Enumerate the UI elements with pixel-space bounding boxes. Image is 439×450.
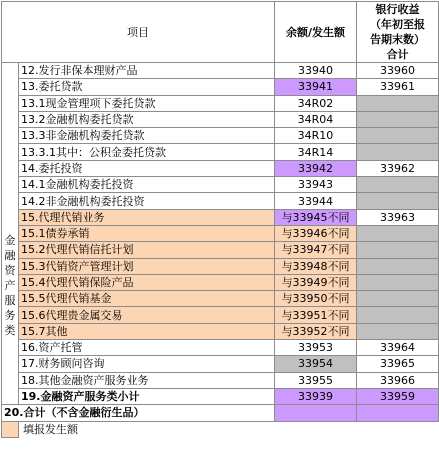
table-row xyxy=(2,372,439,388)
row-label[interactable]: 16.资产托管 xyxy=(19,340,275,356)
table-row xyxy=(2,340,439,356)
income-cell[interactable]: 33961 xyxy=(357,79,439,95)
row-label[interactable]: 17.财务顾问咨询 xyxy=(19,356,275,372)
row-label[interactable]: 18.其他金融资产服务业务 xyxy=(19,372,275,388)
table-row xyxy=(2,291,439,307)
table-row xyxy=(2,209,439,225)
table-row xyxy=(2,242,439,258)
balance-cell[interactable]: 34R10 xyxy=(275,128,357,144)
balance-cell[interactable]: 与33948不同 xyxy=(275,258,357,274)
row-label[interactable]: 13.2金融机构委托贷款 xyxy=(19,111,275,127)
income-cell[interactable] xyxy=(357,193,439,209)
balance-cell[interactable]: 33939 xyxy=(275,388,357,404)
row-label[interactable]: 15.6代理贵金属交易 xyxy=(19,307,275,323)
row-label[interactable]: 15.7其他 xyxy=(19,323,275,339)
table-row xyxy=(2,225,439,241)
balance-cell[interactable]: 与33951不同 xyxy=(275,307,357,323)
header-income-line: 合计 xyxy=(386,48,409,61)
total-income-cell[interactable] xyxy=(357,405,439,421)
table-row xyxy=(2,144,439,160)
row-label[interactable]: 14.2非金融机构委托投资 xyxy=(19,193,275,209)
row-label[interactable]: 19.金融资产服务类小计 xyxy=(19,388,275,404)
income-cell[interactable] xyxy=(357,258,439,274)
header-balance: 余额/发生额 xyxy=(275,2,357,63)
header-income-line: 告期末数） xyxy=(370,33,425,46)
category-char: 资 xyxy=(4,264,16,278)
table-row xyxy=(2,95,439,111)
balance-cell[interactable]: 33941 xyxy=(275,79,357,95)
table-row xyxy=(2,258,439,274)
income-cell[interactable] xyxy=(357,307,439,323)
row-label[interactable]: 14.委托投资 xyxy=(19,160,275,176)
row-label[interactable]: 13.1现金管理项下委托贷款 xyxy=(19,95,275,111)
row-label[interactable]: 15.代理代销业务 xyxy=(19,209,275,225)
table-row xyxy=(2,63,439,79)
income-cell[interactable] xyxy=(357,95,439,111)
balance-cell[interactable]: 与33947不同 xyxy=(275,242,357,258)
category-char: 产 xyxy=(4,279,16,293)
row-label[interactable]: 15.2代理代销信托计划 xyxy=(19,242,275,258)
balance-cell[interactable]: 34R14 xyxy=(275,144,357,160)
income-cell[interactable] xyxy=(357,144,439,160)
balance-cell[interactable]: 与33946不同 xyxy=(275,225,357,241)
balance-cell[interactable]: 33953 xyxy=(275,340,357,356)
legend-label: 填报发生额 xyxy=(23,422,78,436)
table-row xyxy=(2,128,439,144)
row-label[interactable]: 15.5代理代销基金 xyxy=(19,291,275,307)
report-table xyxy=(1,1,439,438)
category-char: 服 xyxy=(4,294,16,308)
income-cell[interactable] xyxy=(357,225,439,241)
header-income xyxy=(357,2,439,63)
income-cell[interactable]: 33964 xyxy=(357,340,439,356)
legend-row xyxy=(2,421,439,437)
balance-cell[interactable]: 与33949不同 xyxy=(275,274,357,290)
table-row xyxy=(2,177,439,193)
row-label[interactable]: 15.1债券承销 xyxy=(19,225,275,241)
income-cell[interactable] xyxy=(357,177,439,193)
row-label[interactable]: 13.3非金融机构委托贷款 xyxy=(19,128,275,144)
total-label[interactable]: 20.合计（不含金融衍生品） xyxy=(2,405,275,421)
spreadsheet xyxy=(1,1,438,449)
balance-cell[interactable]: 与33950不同 xyxy=(275,291,357,307)
table-row xyxy=(2,356,439,372)
table-row xyxy=(2,111,439,127)
balance-cell[interactable]: 33943 xyxy=(275,177,357,193)
income-cell[interactable]: 33963 xyxy=(357,209,439,225)
balance-cell[interactable]: 与33945不同 xyxy=(275,209,357,225)
income-cell[interactable] xyxy=(357,111,439,127)
subtotal-row xyxy=(2,388,439,404)
row-label[interactable]: 13.委托贷款 xyxy=(19,79,275,95)
category-char: 务 xyxy=(4,309,16,323)
balance-cell[interactable]: 33944 xyxy=(275,193,357,209)
income-cell[interactable] xyxy=(357,323,439,339)
income-cell[interactable]: 33962 xyxy=(357,160,439,176)
category-char: 类 xyxy=(4,324,16,338)
total-balance-cell[interactable] xyxy=(275,405,357,421)
income-cell[interactable] xyxy=(357,242,439,258)
income-cell[interactable] xyxy=(357,274,439,290)
balance-cell[interactable]: 34R02 xyxy=(275,95,357,111)
category-label xyxy=(2,63,19,405)
balance-cell[interactable]: 33955 xyxy=(275,372,357,388)
table-row xyxy=(2,307,439,323)
row-label[interactable]: 15.3代销资产管理计划 xyxy=(19,258,275,274)
header-income-line: 银行收益 xyxy=(375,3,420,16)
row-label[interactable]: 14.1金融机构委托投资 xyxy=(19,177,275,193)
table-row xyxy=(2,274,439,290)
table-row xyxy=(2,323,439,339)
row-label[interactable]: 12.发行非保本理财产品 xyxy=(19,63,275,79)
income-cell[interactable]: 33959 xyxy=(357,388,439,404)
category-char: 融 xyxy=(4,249,16,263)
balance-cell[interactable]: 34R04 xyxy=(275,111,357,127)
header-income-line: （年初至报 xyxy=(370,18,425,31)
table-row xyxy=(2,160,439,176)
category-char: 金 xyxy=(4,234,16,248)
table-row xyxy=(2,193,439,209)
legend-swatch xyxy=(2,421,19,437)
header-item: 项目 xyxy=(2,2,275,63)
income-cell[interactable]: 33960 xyxy=(357,63,439,79)
balance-cell[interactable]: 与33952不同 xyxy=(275,323,357,339)
balance-cell[interactable]: 33942 xyxy=(275,160,357,176)
total-row xyxy=(2,405,439,421)
balance-cell[interactable]: 33940 xyxy=(275,63,357,79)
row-label[interactable]: 15.4代理代销保险产品 xyxy=(19,274,275,290)
income-cell[interactable]: 33965 xyxy=(357,356,439,372)
row-label[interactable]: 13.3.1其中：公积金委托贷款 xyxy=(19,144,275,160)
balance-cell[interactable]: 33954 xyxy=(275,356,357,372)
table-row xyxy=(2,79,439,95)
income-cell[interactable] xyxy=(357,128,439,144)
income-cell[interactable] xyxy=(357,291,439,307)
income-cell[interactable]: 33966 xyxy=(357,372,439,388)
header-row xyxy=(2,2,439,63)
